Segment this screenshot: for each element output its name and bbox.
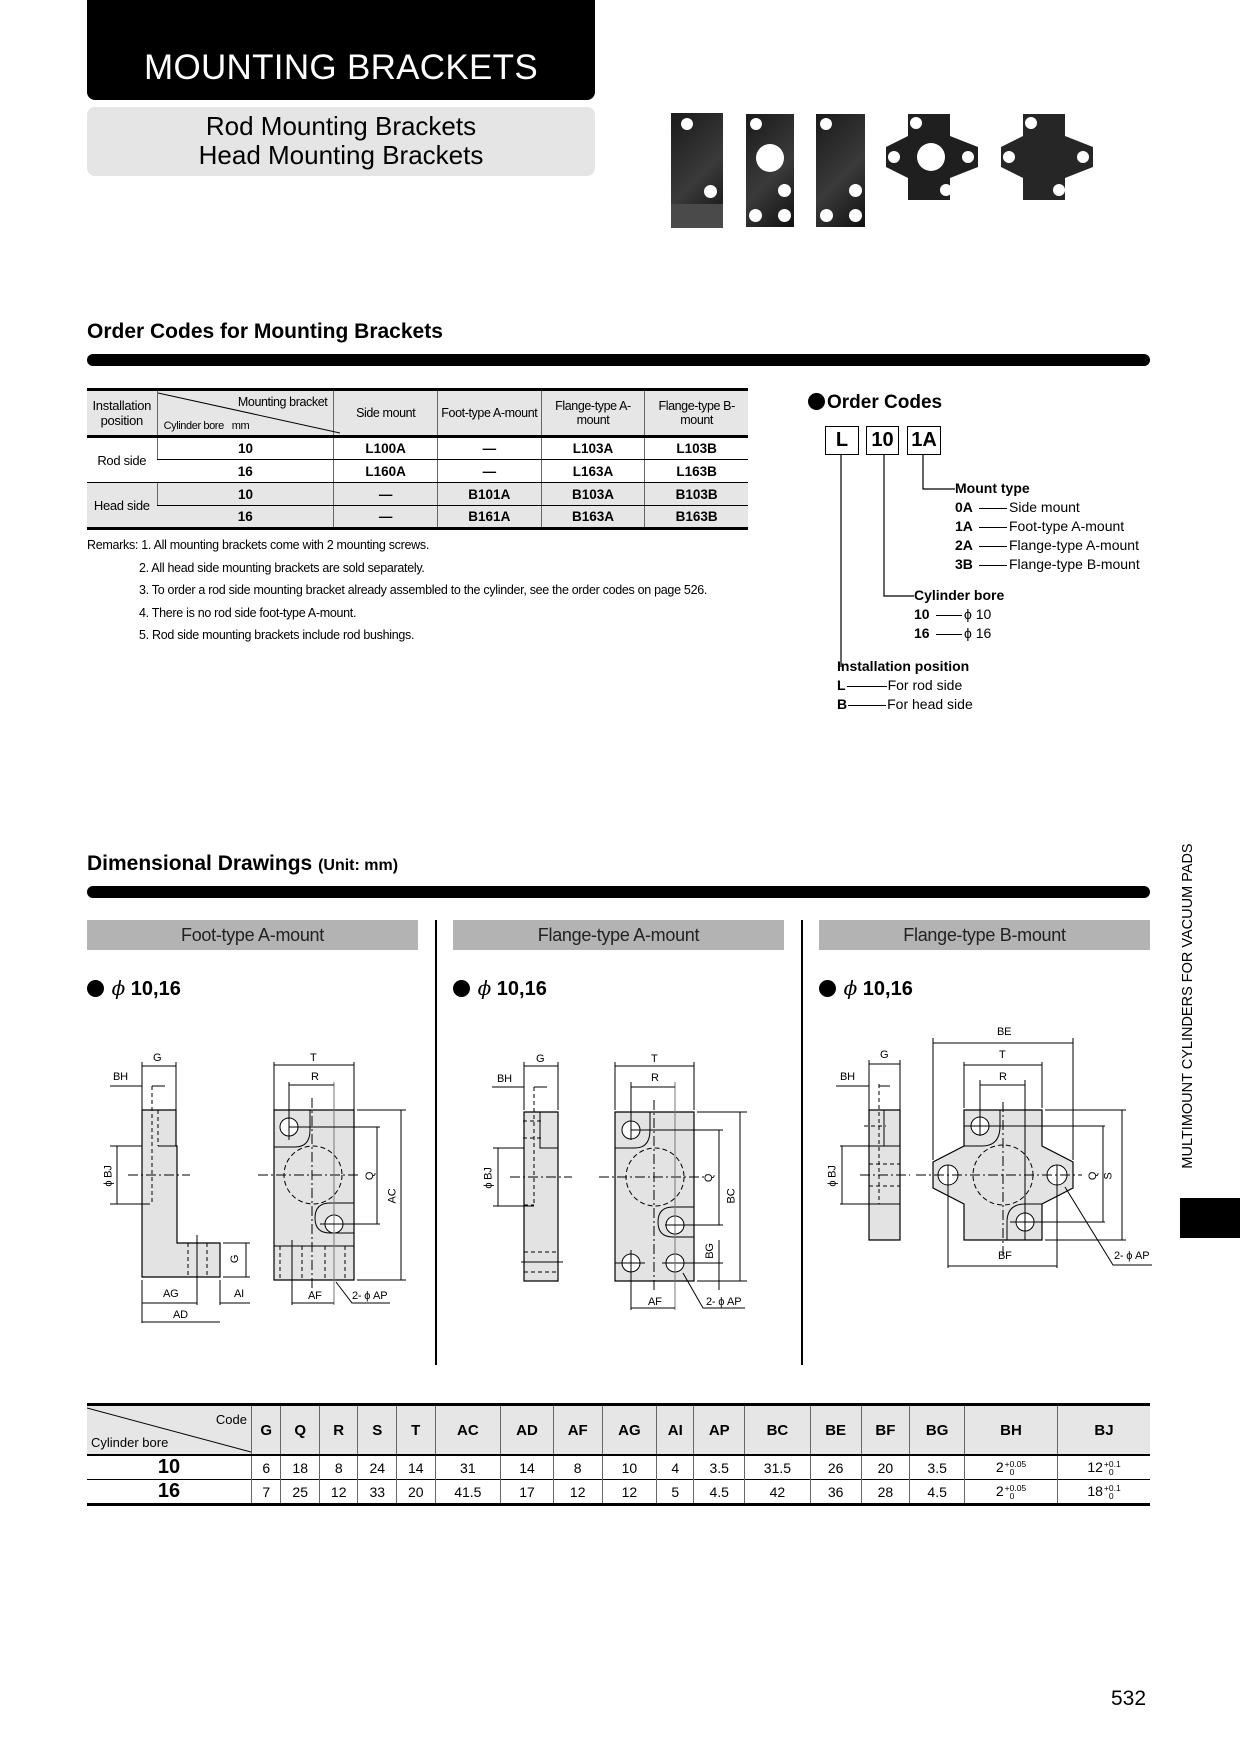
dim-label-af: AF: [308, 1290, 322, 1302]
corner-bottom-label: Cylinder bore mm: [163, 420, 250, 432]
bore-label: [819, 976, 913, 1001]
col-header: BH: [965, 1405, 1058, 1456]
option-desc: Flange-type A-mount: [1009, 537, 1139, 553]
phi-symbol: ϕ: [111, 976, 126, 1000]
option-code: 16: [914, 625, 930, 641]
bore-values: 10,16: [496, 978, 547, 1000]
dim-label-bj: ϕ BJ: [482, 1167, 495, 1189]
tolerance-lower: 0: [1009, 1467, 1015, 1478]
remarks-label: Remarks:: [87, 538, 139, 552]
panel-header-foot-type-a: Foot-type A-mount: [87, 920, 418, 950]
phi-symbol: ϕ: [477, 976, 492, 1000]
corner-top-label: Code: [215, 1412, 247, 1427]
order-codes-label: Order Codes: [827, 392, 943, 413]
value-cell: 5: [657, 1480, 694, 1505]
dim-label-t: T: [310, 1052, 317, 1064]
bore-cell: 16: [157, 506, 334, 529]
value-cell: 12: [602, 1480, 657, 1505]
remark-item: 3. To order a rod side mounting bracket already assembled to the cylinder, see the order codes on page 526.: [139, 583, 708, 597]
page-title: MOUNTING BRACKETS: [143, 48, 538, 87]
value-cell: 14: [501, 1455, 554, 1480]
value-cell: 36: [810, 1480, 861, 1505]
code-cell: B161A: [437, 506, 541, 529]
value-cell: 8: [319, 1455, 358, 1480]
value-cell: 25: [281, 1480, 320, 1505]
option-desc: ϕ 10: [964, 606, 992, 622]
code-cell: L163A: [541, 460, 645, 483]
dim-label-s: S: [1102, 1172, 1115, 1180]
dim-label-bh: BH: [113, 1071, 128, 1083]
option-code: 10: [914, 606, 930, 622]
tolerance-cell-bh: [965, 1480, 1058, 1505]
value-cell: 3.5: [910, 1455, 965, 1480]
value-cell: 31: [435, 1455, 501, 1480]
bullet-icon: [453, 980, 470, 997]
flange-type-b-mount-rod-photo: [884, 112, 980, 202]
side-tab-marker: [1180, 1198, 1240, 1238]
bullet-icon: [808, 393, 825, 410]
dim-label-r: R: [999, 1071, 1007, 1083]
dim-label-bj: ϕ BJ: [826, 1165, 839, 1187]
installation-position-legend: [837, 657, 973, 714]
option-desc: Flange-type B-mount: [1009, 556, 1140, 572]
value-cell: 24: [358, 1455, 397, 1480]
bore-cell: 16: [157, 1480, 181, 1502]
tolerance-base: 18: [1087, 1482, 1103, 1499]
option-desc: Side mount: [1009, 499, 1080, 515]
col-header: T: [396, 1405, 435, 1456]
value-cell: 28: [861, 1480, 910, 1505]
side-tab-label: MULTIMOUNT CYLINDERS FOR VACUUM PADS: [1180, 843, 1196, 1169]
tolerance-base: 2: [995, 1458, 1004, 1475]
flange-type-a-mount-rod-photo: [746, 114, 794, 227]
flange-type-a-mount-head-photo: [816, 114, 865, 227]
table-header-row: [87, 1405, 1150, 1456]
installation-position-label: Installation position: [837, 658, 970, 674]
tolerance-lower: 0: [1108, 1491, 1114, 1502]
remark-item: 4. There is no rod side foot-type A-mount.: [139, 605, 357, 620]
tolerance-upper: +0.05: [1004, 1459, 1027, 1470]
col-header: Flange-type B-mount: [645, 390, 748, 437]
col-header: Side mount: [334, 390, 438, 437]
remark-item: 2. All head side mounting brackets are sold separately.: [139, 560, 425, 575]
col-header: AF: [553, 1405, 602, 1456]
value-cell: 41.5: [435, 1480, 501, 1505]
col-header: G: [252, 1405, 281, 1456]
tolerance-upper: +0.1: [1103, 1483, 1121, 1494]
dim-label-bj: ϕ BJ: [102, 1165, 115, 1187]
dim-label-g: G: [229, 1254, 242, 1264]
code-cell: B163A: [541, 506, 645, 529]
dim-label-ac: AC: [386, 1188, 399, 1204]
value-cell: 33: [358, 1480, 397, 1505]
row-group-label: Rod side: [87, 437, 157, 483]
corner-bottom-label: Cylinder bore: [91, 1435, 169, 1450]
table-row: [87, 1480, 1150, 1505]
dim-label-q: Q: [364, 1171, 377, 1181]
tolerance-cell-bh: [965, 1455, 1058, 1480]
flange-type-b-mount-head-photo: [999, 112, 1095, 202]
code-box-mount: 1A: [907, 426, 941, 455]
value-cell: 20: [861, 1455, 910, 1480]
value-cell: 31.5: [745, 1455, 811, 1480]
cylinder-bore-label: Cylinder bore: [914, 587, 1005, 603]
remark-item: 5. Rod side mounting brackets include rod bushings.: [139, 628, 415, 642]
option-code: 1A: [955, 518, 973, 534]
code-cell: B101A: [437, 483, 541, 506]
code-cell: L163B: [645, 460, 748, 483]
dim-label-bh: BH: [497, 1073, 512, 1085]
foot-type-a-mount-photo: [671, 113, 723, 228]
dim-label-af: AF: [648, 1296, 662, 1308]
row-group-label: Head side: [87, 483, 157, 529]
code-cell: —: [437, 437, 541, 460]
table-row: [87, 483, 748, 506]
order-section-title: Order Codes for Mounting Brackets: [87, 320, 443, 343]
option-code: 2A: [955, 537, 973, 553]
page-number: 532: [1111, 1687, 1147, 1710]
bore-cell: 10: [157, 483, 334, 506]
dim-label-ap: 2- ϕ AP: [1114, 1250, 1150, 1262]
col-header: R: [319, 1405, 358, 1456]
dim-label-r: R: [651, 1072, 659, 1084]
value-cell: 4: [657, 1455, 694, 1480]
dim-label-q: Q: [1087, 1171, 1100, 1181]
col-header: Flange-type A-mount: [541, 390, 645, 437]
value-cell: 42: [745, 1480, 811, 1505]
value-cell: 7: [252, 1480, 281, 1505]
cylinder-bore-legend: [914, 586, 1004, 643]
table-row: [87, 437, 748, 460]
table-row: [87, 506, 748, 529]
option-code: 0A: [955, 499, 973, 515]
option-desc: Foot-type A-mount: [1009, 518, 1125, 534]
flange-type-b-mount-drawing: [820, 1010, 1160, 1290]
code-cell: L160A: [334, 460, 438, 483]
drawings-section-title: [87, 852, 398, 876]
option-desc: For head side: [887, 696, 973, 712]
dim-label-bh: BH: [840, 1071, 855, 1083]
bullet-icon: [87, 980, 104, 997]
dim-label-t: T: [999, 1049, 1006, 1061]
col-header: Q: [281, 1405, 320, 1456]
tolerance-lower: 0: [1009, 1491, 1015, 1502]
col-header-installation-position: Installation position: [87, 390, 157, 437]
dim-label-r: R: [311, 1071, 319, 1083]
col-header: AC: [435, 1405, 501, 1456]
foot-type-a-mount-drawing: [90, 1030, 430, 1330]
value-cell: 4.5: [694, 1480, 745, 1505]
panel-divider: [435, 920, 437, 1365]
value-cell: 17: [501, 1480, 554, 1505]
tolerance-base: 2: [995, 1482, 1004, 1499]
dim-label-ap: 2- ϕ AP: [352, 1290, 388, 1302]
col-header: AP: [694, 1405, 745, 1456]
value-cell: 10: [602, 1455, 657, 1480]
dim-label-ap: 2- ϕ AP: [706, 1296, 742, 1308]
bore-values: 10,16: [862, 978, 913, 1000]
code-cell: —: [437, 460, 541, 483]
section-divider: [87, 354, 1150, 366]
col-header: BF: [861, 1405, 910, 1456]
mount-type-legend: [955, 479, 1140, 574]
table-header-row: [87, 390, 748, 437]
bullet-icon: [819, 980, 836, 997]
code-cell: L103B: [645, 437, 748, 460]
col-header-corner: [157, 390, 334, 437]
value-cell: 26: [810, 1455, 861, 1480]
dim-label-bc: BC: [725, 1188, 738, 1204]
dim-label-ad: AD: [173, 1309, 188, 1321]
remark-item: 1. All mounting brackets come with 2 mounting screws.: [141, 538, 429, 552]
dim-label-g: G: [880, 1049, 889, 1061]
code-cell: —: [334, 506, 438, 529]
tolerance-lower: 0: [1108, 1467, 1114, 1478]
dim-label-t: T: [651, 1053, 658, 1065]
value-cell: 12: [553, 1480, 602, 1505]
drawings-title-text: Dimensional Drawings: [87, 852, 313, 875]
code-box-position: L: [825, 426, 859, 455]
code-cell: B103A: [541, 483, 645, 506]
bore-values: 10,16: [130, 978, 181, 1000]
value-cell: 3.5: [694, 1455, 745, 1480]
product-photos: [0, 0, 1240, 240]
bore-cell: 10: [157, 437, 334, 460]
table-row: [87, 1455, 1150, 1480]
code-cell: B163B: [645, 506, 748, 529]
tolerance-cell-bj: [1058, 1480, 1151, 1505]
dim-label-ag: AG: [163, 1288, 179, 1300]
subtitle-line-1: Rod Mounting Brackets: [205, 111, 477, 141]
value-cell: 8: [553, 1455, 602, 1480]
value-cell: 12: [319, 1480, 358, 1505]
dim-label-ai: AI: [234, 1288, 244, 1300]
unit-label: (Unit: mm): [318, 857, 399, 874]
dimension-table: [87, 1403, 1150, 1506]
order-code-table: [87, 388, 748, 530]
value-cell: 4.5: [910, 1480, 965, 1505]
tolerance-range: [1005, 1484, 1027, 1500]
option-code: 3B: [955, 556, 973, 572]
bore-cell: 16: [157, 460, 334, 483]
code-cell: L103A: [541, 437, 645, 460]
col-header: BC: [745, 1405, 811, 1456]
option-desc: For rod side: [887, 677, 963, 693]
section-divider: [87, 886, 1150, 898]
mount-type-label: Mount type: [955, 480, 1030, 496]
side-tab: [1178, 820, 1198, 1192]
col-header: BJ: [1058, 1405, 1151, 1456]
code-box-bore: 10: [866, 426, 899, 455]
code-cell: L100A: [334, 437, 438, 460]
bore-label: [453, 976, 547, 1001]
col-header: AD: [501, 1405, 554, 1456]
tolerance-upper: +0.05: [1004, 1483, 1027, 1494]
panel-header-flange-type-b: Flange-type B-mount: [819, 920, 1150, 950]
bore-label: [87, 976, 181, 1001]
col-header: AG: [602, 1405, 657, 1456]
col-header: S: [358, 1405, 397, 1456]
option-desc: ϕ 16: [964, 625, 992, 641]
order-codes-title: [808, 392, 942, 414]
tolerance-upper: +0.1: [1103, 1459, 1121, 1470]
option-code: B: [837, 696, 848, 712]
remarks: [87, 534, 707, 647]
table-row: [87, 460, 748, 483]
tolerance-cell-bj: [1058, 1455, 1151, 1480]
dim-label-bg: BG: [703, 1243, 716, 1259]
value-cell: 6: [252, 1455, 281, 1480]
col-header: BE: [810, 1405, 861, 1456]
tolerance-range: [1104, 1484, 1121, 1500]
value-cell: 20: [396, 1480, 435, 1505]
dim-label-g: G: [153, 1052, 162, 1064]
col-header-corner: [87, 1405, 252, 1456]
option-code: L: [837, 677, 846, 693]
tolerance-base: 12: [1087, 1458, 1103, 1475]
phi-symbol: ϕ: [843, 976, 858, 1000]
dim-label-g: G: [536, 1053, 545, 1065]
bore-cell: 10: [157, 1456, 181, 1478]
col-header: Foot-type A-mount: [437, 390, 541, 437]
panel-header-flange-type-a: Flange-type A-mount: [453, 920, 784, 950]
panel-divider: [801, 920, 803, 1365]
col-header: AI: [657, 1405, 694, 1456]
subtitle-line-2: Head Mounting Brackets: [198, 140, 484, 170]
code-cell: —: [334, 483, 438, 506]
tolerance-range: [1005, 1460, 1027, 1476]
value-cell: 18: [281, 1455, 320, 1480]
code-cell: B103B: [645, 483, 748, 506]
dim-label-q: Q: [703, 1173, 716, 1183]
tolerance-range: [1104, 1460, 1121, 1476]
col-header: BG: [910, 1405, 965, 1456]
value-cell: 14: [396, 1455, 435, 1480]
corner-top-label: Mounting bracket: [237, 395, 328, 409]
dim-label-be: BE: [997, 1026, 1012, 1038]
dim-label-bf: BF: [998, 1250, 1012, 1262]
